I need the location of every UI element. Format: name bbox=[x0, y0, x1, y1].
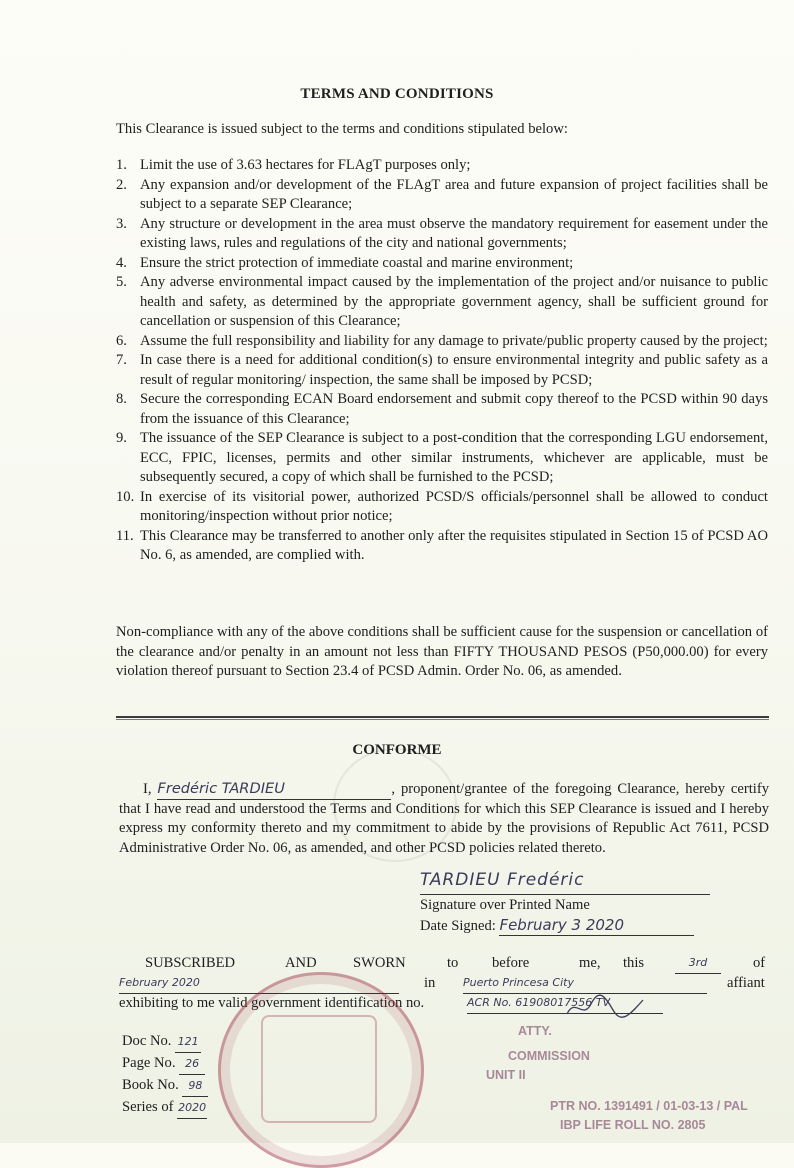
conforme-body-rest: certify that I have read and understood the Terms and Conditions for which this SEP Clearance is issued and I hereby express my conformity thereto and my commitment to abide by the provisions of Republic Act 7611, PCSD Administrative Order No. 06, as amended, and other PCSD policies related thereto. bbox=[119, 781, 770, 856]
jurat-word: of bbox=[753, 955, 766, 971]
condition-text: The issuance of the SEP Clearance is subject to a post-condition that the corresponding LGU endorsement, ECC, FPIC, licenses, permits and other similar instruments, whichever are applicable, must be subsequently secured, a copy of which shall be furnished to the PCSD; bbox=[140, 430, 768, 485]
condition-item bbox=[116, 488, 768, 527]
page-no-value: 26 bbox=[179, 1054, 205, 1075]
condition-text: Any adverse environmental impact caused by the implementation of the project and/or nuisance to public health and safety, as determined by the appropriate government agency, shall be sufficient ground for cancellation or suspension of this Clearance; bbox=[140, 274, 768, 329]
notary-signature-mark bbox=[565, 992, 645, 1022]
jurat-place-handwritten: Puerto Princesa City bbox=[463, 973, 707, 994]
condition-item bbox=[116, 429, 768, 488]
condition-number: 9. bbox=[116, 430, 127, 446]
jurat-day-handwritten: 3rd bbox=[675, 953, 721, 974]
jurat-word: in bbox=[424, 975, 436, 991]
jurat-word: SUBSCRIBED bbox=[145, 955, 236, 971]
condition-text: Any expansion and/or development of the FLAgT area and future expansion of project facilities shall be subject to a separate SEP Clearance; bbox=[140, 176, 768, 212]
page-title: TERMS AND CONDITIONS bbox=[300, 86, 494, 102]
condition-text: Any structure or development in the area must observe the mandatory requirement for easement under the existing laws, rules and regulations of the city and national governments; bbox=[140, 215, 768, 251]
notary-stamp-line: ATTY. bbox=[518, 1024, 552, 1038]
signature-block bbox=[420, 870, 710, 936]
book-no-label: Book No. bbox=[122, 1077, 179, 1093]
condition-item bbox=[116, 527, 768, 566]
jurat-word: before bbox=[492, 955, 530, 971]
date-signed-value: February 3 2020 bbox=[499, 915, 694, 936]
condition-number: 1. bbox=[116, 157, 127, 173]
series-row bbox=[122, 1097, 208, 1119]
condition-text: Limit the use of 3.63 hectares for FLAgT purposes only; bbox=[140, 157, 471, 173]
series-value: 2020 bbox=[177, 1098, 207, 1119]
jurat-line-1 bbox=[119, 953, 769, 973]
jurat-section bbox=[119, 953, 769, 1013]
notary-seal-inner bbox=[261, 1015, 377, 1123]
condition-item bbox=[116, 254, 768, 274]
jurat-word: affiant bbox=[727, 975, 765, 991]
jurat-word: this bbox=[623, 955, 645, 971]
jurat-line-2 bbox=[119, 973, 769, 993]
date-signed-label: Date Signed: bbox=[420, 918, 496, 934]
condition-number: 10. bbox=[116, 488, 135, 505]
conforme-title: CONFORME bbox=[352, 742, 442, 758]
doc-no-value: 121 bbox=[175, 1032, 201, 1053]
condition-item bbox=[116, 176, 768, 215]
condition-item bbox=[116, 332, 768, 352]
condition-item bbox=[116, 390, 768, 429]
condition-number: 6. bbox=[116, 332, 127, 349]
condition-text: Ensure the strict protection of immediate coastal and marine environment; bbox=[140, 254, 574, 271]
notary-stamp-line: IBP LIFE ROLL NO. 2805 bbox=[560, 1118, 706, 1132]
condition-number: 8. bbox=[116, 391, 127, 407]
notary-stamp bbox=[478, 1022, 794, 1143]
notary-stamp-line: PTR NO. 1391491 / 01-03-13 / PAL bbox=[550, 1099, 748, 1113]
signature-caption: Signature over Printed Name bbox=[420, 897, 590, 913]
condition-number: 7. bbox=[116, 352, 127, 368]
condition-text: Assume the full responsibility and liability for any damage to private/public property caused by the project; bbox=[140, 332, 768, 349]
conditions-list bbox=[116, 156, 768, 566]
notary-stamp-line: COMMISSION bbox=[508, 1049, 590, 1063]
intro-text: This Clearance is issued subject to the terms and conditions stipulated below: bbox=[116, 121, 568, 137]
notarial-register-fields bbox=[122, 1031, 208, 1119]
condition-item bbox=[116, 215, 768, 254]
jurat-word: AND bbox=[285, 955, 317, 971]
condition-number: 2. bbox=[116, 176, 127, 193]
conforme-paragraph bbox=[119, 779, 769, 858]
notary-stamp-line: UNIT II bbox=[486, 1068, 526, 1082]
jurat-id-number-handwritten: ACR No. 61908017556 TV bbox=[467, 993, 663, 1014]
condition-number: 4. bbox=[116, 254, 127, 271]
non-compliance-paragraph: Non-compliance with any of the above conditions shall be sufficient cause for the suspension or cancellation of the clearance and/or penalty in an amount not less than FIFTY THOUSAND PESOS (P50,000.00) for every violation thereof pursuant to Section 23.4 of PCSD Admin. Order No. 06, as amended. bbox=[116, 624, 768, 679]
grantee-name-handwritten: Fredéric TARDIEU bbox=[157, 779, 391, 800]
signature-handwritten: TARDIEU Fredéric bbox=[420, 870, 710, 895]
condition-text: In case there is a need for additional condition(s) to ensure environmental integrity and public safety as a result of regular monitoring/ inspection, the same shall be imposed by PCSD; bbox=[140, 352, 768, 388]
jurat-month-year-handwritten: February 2020 bbox=[119, 973, 399, 994]
condition-text: This Clearance may be transferred to another only after the requisites stipulated in Section 15 of PCSD AO No. 6, as amended, are complied with. bbox=[140, 527, 768, 563]
notary-seal-stamp bbox=[218, 972, 424, 1168]
jurat-line-3 bbox=[119, 993, 769, 1013]
jurat-exhibit-text: exhibiting to me valid government identification no. bbox=[119, 995, 425, 1011]
doc-no-row bbox=[122, 1031, 208, 1053]
condition-item bbox=[116, 351, 768, 390]
jurat-word: SWORN bbox=[353, 955, 406, 971]
page-no-row bbox=[122, 1053, 208, 1075]
condition-number: 11. bbox=[116, 527, 134, 544]
condition-number: 3. bbox=[116, 215, 127, 232]
jurat-word: to bbox=[447, 955, 459, 971]
conforme-body-first: , proponent/grantee of the foregoing Clearance, hereby bbox=[391, 781, 726, 797]
series-label: Series of bbox=[122, 1099, 174, 1115]
condition-item bbox=[116, 273, 768, 332]
date-signed-row bbox=[420, 915, 710, 936]
condition-item bbox=[116, 156, 768, 176]
page-no-label: Page No. bbox=[122, 1055, 176, 1071]
condition-number: 5. bbox=[116, 274, 127, 290]
book-no-value: 98 bbox=[182, 1076, 208, 1097]
condition-text: Secure the corresponding ECAN Board endorsement and submit copy thereof to the PCSD within 90 days from the issuance of this Clearance; bbox=[140, 391, 768, 427]
section-divider bbox=[116, 716, 769, 720]
conforme-prefix: I, bbox=[143, 781, 152, 797]
condition-text: In exercise of its visitorial power, authorized PCSD/S officials/personnel shall be allowed to conduct monitoring/inspection without prior notice; bbox=[140, 488, 768, 524]
jurat-word: me, bbox=[579, 955, 601, 971]
book-no-row bbox=[122, 1075, 208, 1097]
doc-no-label: Doc No. bbox=[122, 1033, 172, 1049]
